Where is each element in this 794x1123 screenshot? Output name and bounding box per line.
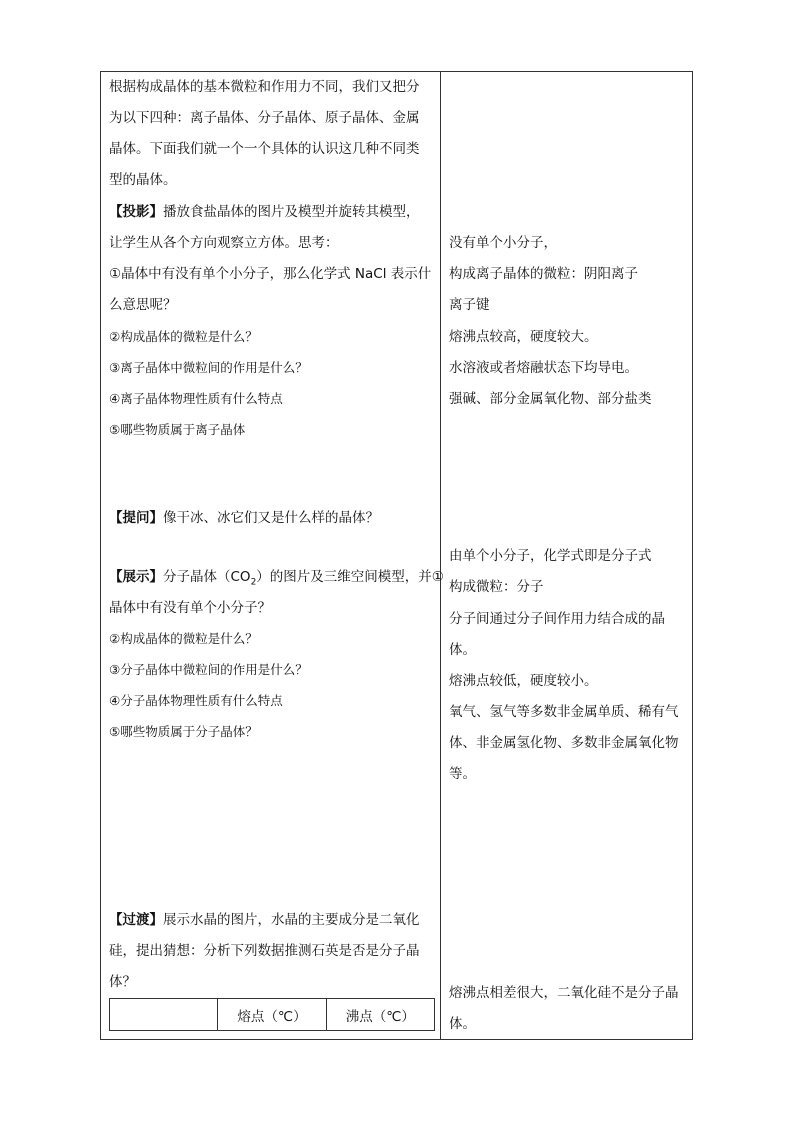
table-row: [110, 999, 435, 1031]
molecular-answer: 由单个小分子，化学式即是分子式: [449, 548, 652, 564]
molecular-answer: 氧气、氢气等多数非金属单质、稀有气: [449, 704, 679, 720]
molecular-answer: 体、非金属氢化物、多数非金属氧化物: [449, 735, 679, 751]
projection-tag: 【投影】: [109, 204, 163, 220]
molecular-answer: 分子间通过分子间作用力结合成的晶: [449, 611, 665, 627]
intro-line: 为以下四种：离子晶体、分子晶体、原子晶体、金属: [109, 110, 420, 126]
lesson-table: [100, 71, 693, 1040]
table-header-cell: 沸点（℃）: [326, 999, 434, 1031]
column-divider: [440, 72, 441, 1039]
transition-line: 硅，提出猜想：分析下列数据推测石英是否是分子晶: [109, 943, 420, 959]
table-header-cell: [110, 999, 218, 1031]
intro-line: 晶体。下面我们就一个一个具体的认识这几种不同类: [109, 141, 420, 157]
molecular-answer: 熔沸点较低，硬度较小。: [449, 673, 598, 689]
display-question: ⑤哪些物质属于分子晶体？: [109, 724, 258, 739]
table-header-cell: 熔点（℃）: [218, 999, 326, 1031]
intro-line: 根据构成晶体的基本微粒和作用力不同，我们又把分: [109, 79, 420, 95]
projection-line: 【投影】播放食盐晶体的图片及模型并旋转其模型，: [109, 204, 420, 220]
ionic-answer: 水溶液或者熔融状态下均导电。: [449, 360, 638, 376]
question-line: 【提问】像干冰、冰它们又是什么样的晶体？: [109, 510, 379, 526]
ionic-answer: 离子键: [449, 297, 490, 313]
projection-question: 么意思呢？: [109, 297, 177, 313]
projection-question: ①晶体中有没有单个小分子，那么化学式 NaCl 表示什: [109, 266, 432, 282]
projection-question: ③离子晶体中微粒间的作用是什么？: [109, 360, 308, 375]
projection-question: ②构成晶体的微粒是什么？: [109, 329, 258, 344]
intro-line: 型的晶体。: [109, 172, 177, 188]
display-question: ③分子晶体中微粒间的作用是什么？: [109, 662, 308, 677]
transition-tag: 【过渡】: [109, 912, 163, 928]
display-line: 晶体中有没有单个小分子？: [109, 600, 271, 616]
display-question: ②构成晶体的微粒是什么？: [109, 631, 258, 646]
ionic-answer: 熔沸点较高，硬度较大。: [449, 329, 598, 345]
transition-line: 体？: [109, 974, 136, 990]
projection-question: ⑤哪些物质属于离子晶体: [109, 422, 246, 437]
projection-question: ④离子晶体物理性质有什么特点: [109, 391, 283, 406]
molecular-answer: 等。: [449, 766, 476, 782]
molecular-answer: 构成微粒：分子: [449, 579, 544, 595]
display-line: 【展示】分子晶体$(CO_2)$的图片及三维空间模型，并①: [109, 569, 444, 588]
projection-line: 让学生从各个方向观察立方体。思考：: [109, 235, 339, 251]
melting-boiling-table: [109, 998, 435, 1031]
ionic-answer: 没有单个小分子，: [449, 235, 557, 251]
silica-answer: 熔沸点相差很大，二氧化硅不是分子晶: [449, 985, 679, 1001]
display-question: ④分子晶体物理性质有什么特点: [109, 693, 283, 708]
silica-answer: 体。: [449, 1016, 476, 1032]
ionic-answer: 构成离子晶体的微粒：阴阳离子: [449, 266, 638, 282]
display-tag: 【展示】: [109, 569, 163, 585]
question-tag: 【提问】: [109, 510, 163, 526]
transition-line: 【过渡】展示水晶的图片，水晶的主要成分是二氧化: [109, 912, 420, 928]
molecular-answer: 体。: [449, 642, 476, 658]
ionic-answer: 强碱、部分金属氧化物、部分盐类: [449, 391, 652, 407]
